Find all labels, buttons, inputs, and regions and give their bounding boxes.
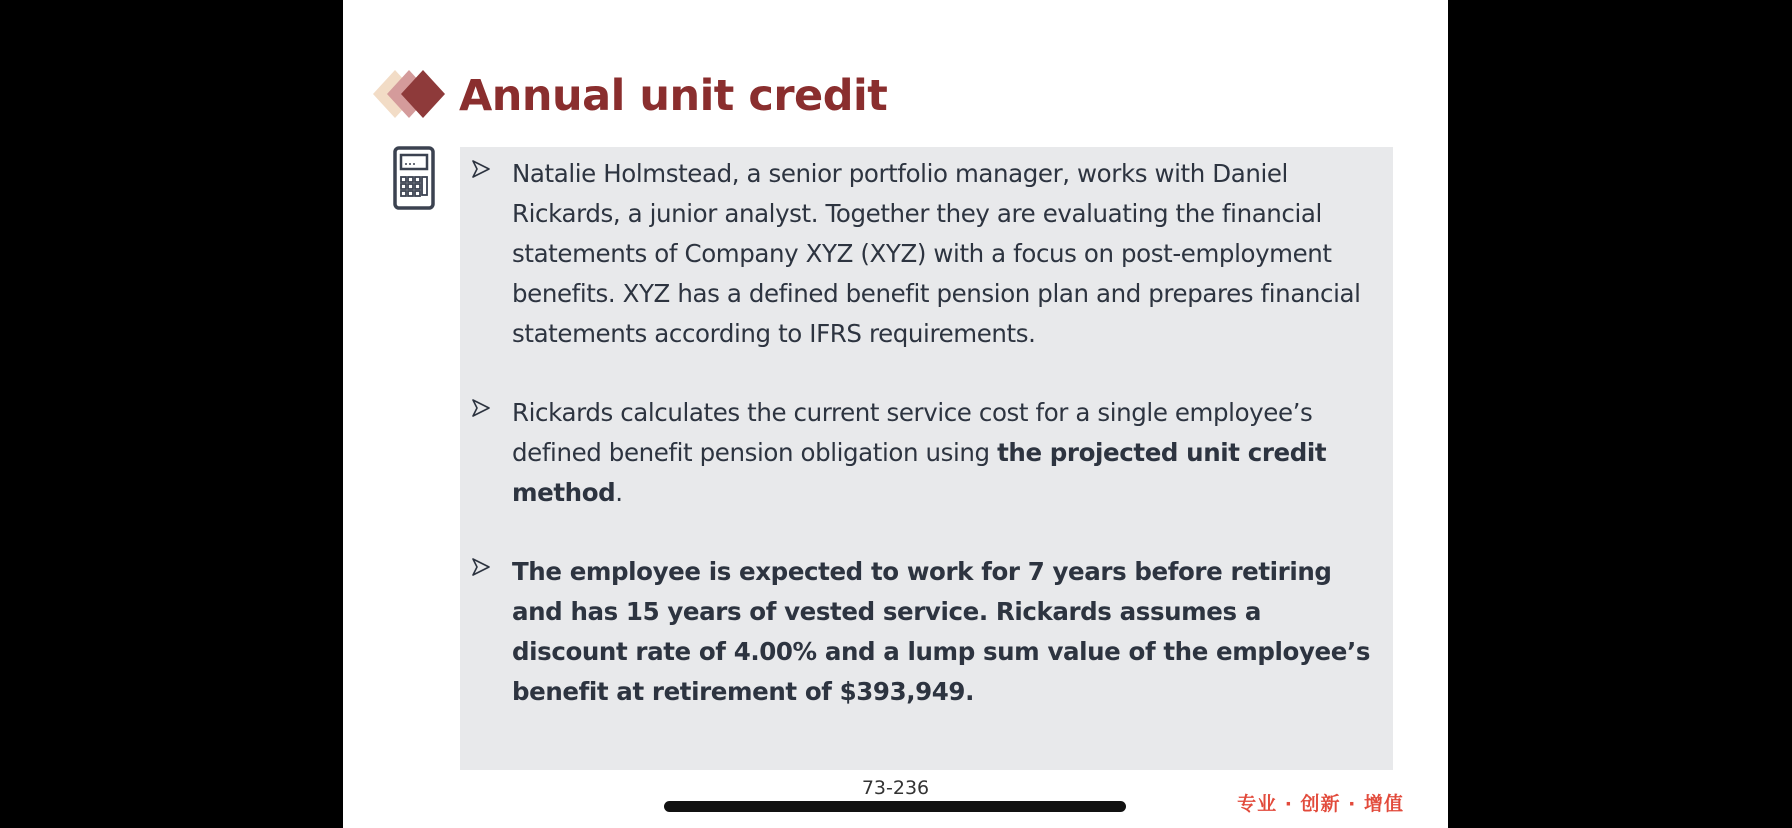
footer-slogan: 专业 · 创新 · 增值 xyxy=(1237,793,1404,815)
content-box xyxy=(460,147,1393,770)
home-indicator[interactable] xyxy=(664,801,1126,812)
calculator-icon xyxy=(393,146,435,210)
arrowhead-icon xyxy=(472,558,490,576)
bullet-text-emphasis: the projected unit credit method xyxy=(512,438,1327,507)
arrowhead-icon xyxy=(472,399,490,417)
diamond-cluster-icon xyxy=(371,68,453,124)
bullet-text xyxy=(512,393,1382,513)
page-number: 73-236 xyxy=(861,777,930,799)
bullet-text-regular: . xyxy=(615,478,623,507)
slide xyxy=(343,0,1448,828)
bullet-text: The employee is expected to work for 7 years before retiring and has 15 years of vested service. Rickards assumes a discount rate of 4.00% and a lump sum value of the employee’s benefit at retirement of $393,949. xyxy=(512,557,1371,706)
arrowhead-icon xyxy=(472,160,490,178)
bullet-text: Natalie Holmstead, a senior portfolio manager, works with Daniel Rickards, a junior analyst. Together they are evaluating the financial statements of Company XYZ (XYZ) with a focus on post-employment benefits. XYZ has a defined benefit pension plan and prepares financial statements according to IFRS requirements. xyxy=(512,159,1361,348)
slide-title: Annual unit credit xyxy=(459,71,888,121)
bullet-text-regular: Rickards calculates the current service cost for a single employee’s defined benefit pension obligation using xyxy=(512,398,1313,467)
